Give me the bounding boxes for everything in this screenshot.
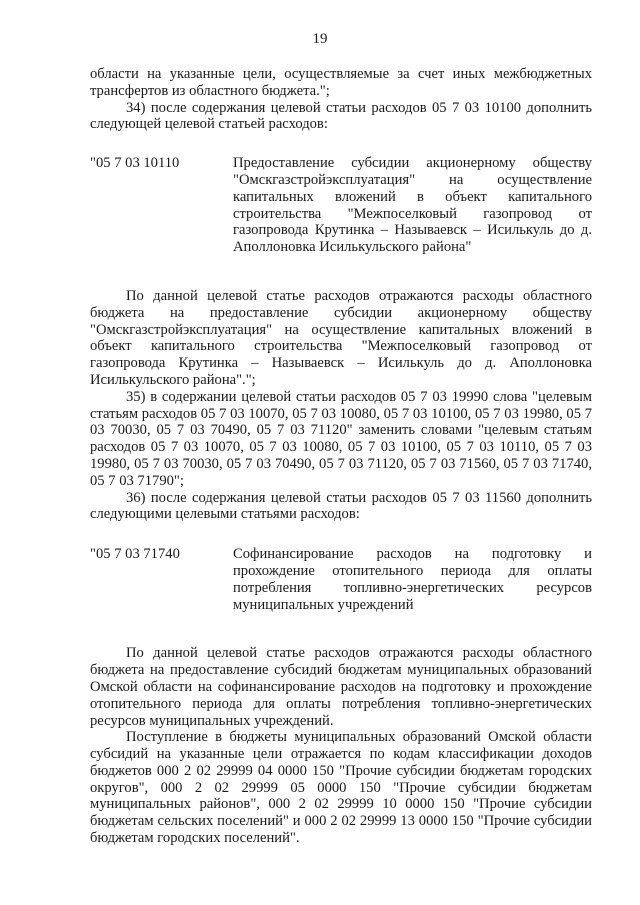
page-number: 19 bbox=[312, 31, 328, 47]
paragraph-item-36: 36) после содержания целевой статьи расходов 05 7 03 11560 дополнить следующими целевыми статьями расходов: bbox=[90, 489, 592, 523]
paragraph-revenue-codes: Поступление в бюджеты муниципальных образований Омской области субсидий на указанные цели отражается по кодам классификации доходов бюджетов 000 2 02 29999 04 0000 150 "Прочие субсидии бюджетам городских округов", 000 2 02 29999 05 0000 150 "Прочие субсидии бюджетам муниципальных районов", 000 2 02 29999 10 0000 150 "Прочие субсидии бюджетам сельских поселений" и 000 2 02 29999 13 0000 150 "Прочие субсидии бюджетам городских поселений". bbox=[90, 729, 592, 847]
target-article-entry bbox=[90, 546, 592, 613]
entry-description: Софинансирование расходов на подготовку и прохождение отопительного периода для оплаты потребления топливно-энергетических ресурсов муниципальных учреждений bbox=[233, 546, 592, 613]
entry-code: "05 7 03 71740 bbox=[90, 546, 180, 563]
paragraph-explanation-1: По данной целевой статье расходов отражаются расходы областного бюджета на предоставление субсидии акционерному обществу "Омскгазстройэксплуатация" на осуществление капитальных вложений в объект капитального строительства "Межпоселковый газопровод от газопровода Крутинка – Называевск – Исилькуль до д. Аполлоновка Исилькульского района"."; bbox=[90, 287, 592, 388]
paragraph-item-35: 35) в содержании целевой статьи расходов 05 7 03 19990 слова "целевым статьям расходов 05 7 03 10070, 05 7 03 10080, 05 7 03 10100, 05 7 03 19980, 05 7 03 70030, 05 7 03 70490, 05 7 03 71120" заменить словами "целевым статьям расходов 05 7 03 10070, 05 7 03 10080, 05 7 03 10100, 05 7 03 10110, 05 7 03 19980, 05 7 03 70030, 05 7 03 70490, 05 7 03 71120, 05 7 03 71560, 05 7 03 71740, 05 7 03 71790"; bbox=[90, 388, 592, 489]
paragraph-continuation: области на указанные цели, осуществляемые за счет иных межбюджетных трансфертов из областного бюджета."; bbox=[90, 66, 592, 99]
paragraph-item-34: 34) после содержания целевой статьи расходов 05 7 03 10100 дополнить следующей целевой статьей расходов: bbox=[90, 99, 592, 133]
entry-code: "05 7 03 10110 bbox=[90, 155, 180, 172]
document-body bbox=[90, 66, 592, 847]
paragraph-explanation-2: По данной целевой статье расходов отражаются расходы областного бюджета на предоставление субсидий бюджетам муниципальных образований Омской области на софинансирование расходов на подготовку и прохождение отопительного периода для оплаты потребления топливно-энергетических ресурсов муниципальных учреждений. bbox=[90, 645, 592, 729]
target-article-entry bbox=[90, 155, 592, 256]
entry-description: Предоставление субсидии акционерному обществу "Омскгазстройэксплуатация" на осуществление капитальных вложений в объект капитального строительства "Межпоселковый газопровод от газопровода Крутинка – Называевск – Исилькуль до д. Аполлоновка Исилькульского района" bbox=[233, 155, 592, 256]
